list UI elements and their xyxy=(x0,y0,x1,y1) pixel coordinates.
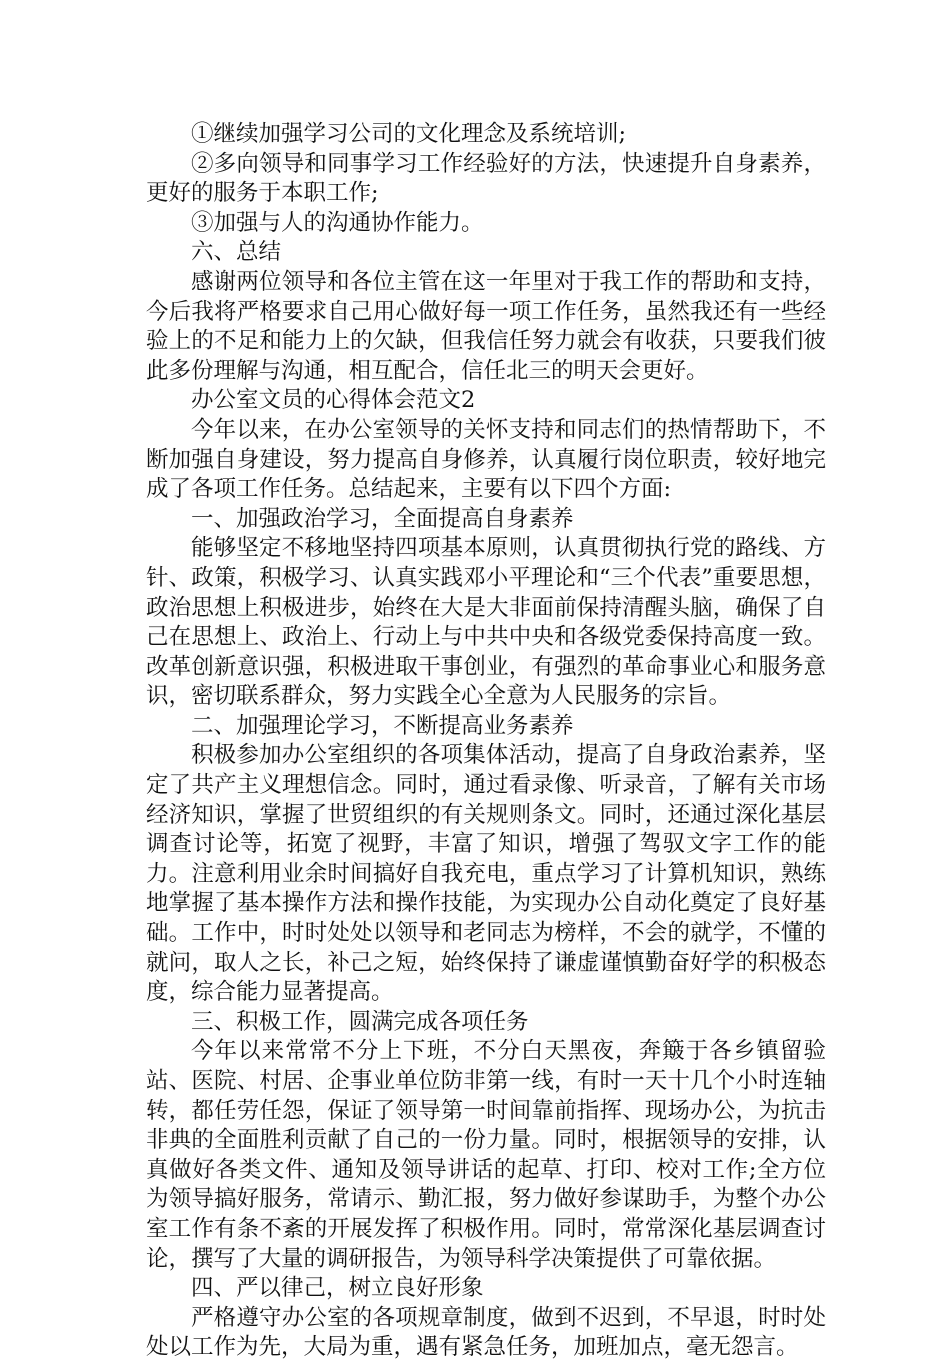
list-item-3: ③加强与人的沟通协作能力。 xyxy=(191,209,484,236)
section-heading-summary: 六、总结 xyxy=(191,239,282,266)
section-3-paragraph: 今年以来常常不分上下班，不分白天黑夜，奔簸于各乡镇留验站、医院、村居、企事业单位防非第一线，有时一天十几个小时连轴转，都任劳任怨，保证了领导第一时间靠前指挥、现场办公，为抗击非典的全面胜利贡献了自己的一份力量。同时，根据领导的安排，认真做好各类文件、通知及领导讲话的起草、打印、校对工作;全方位为领导搞好服务，常请示、勤汇报，努力做好参谋助手，为整个办公室工作有条不紊的开展发挥了积极作用。同时，常常深化基层调查讨论，撰写了大量的调研报告，为领导科学决策提供了可靠依据。 xyxy=(146,1038,826,1272)
section-heading-1: 一、加强政治学习，全面提高自身素养 xyxy=(191,505,574,532)
list-item-1: ①继续加强学习公司的文化理念及系统培训; xyxy=(191,121,627,147)
list-item-2: ②多向领导和同事学习工作经验好的方法，快速提升自身素养，更好的服务于本职工作; xyxy=(146,150,826,207)
section-heading-4: 四、严以律己，树立良好形象 xyxy=(191,1275,484,1302)
essay-title: 办公室文员的心得体会范文2 xyxy=(191,387,476,414)
section-4-paragraph: 严格遵守办公室的各项规章制度，做到不迟到，不早退，时时处处以工作为先，大局为重，遇有紧急任务，加班加点，毫无怨言。 xyxy=(146,1304,826,1361)
document-body xyxy=(146,120,826,1363)
section-1-paragraph: 能够坚定不移地坚持四项基本原则，认真贯彻执行党的路线、方针、政策，积极学习、认真实践邓小平理论和“三个代表”重要思想，政治思想上积极进步，始终在大是大非面前保持清醒头脑，确保了自己在思想上、政治上、行动上与中共中央和各级党委保持高度一致。改革创新意识强，积极进取干事创业，有强烈的革命事业心和服务意识，密切联系群众，努力实践全心全意为人民服务的宗旨。 xyxy=(146,535,826,710)
section-heading-2: 二、加强理论学习，不断提高业务素养 xyxy=(191,712,574,739)
summary-paragraph: 感谢两位领导和各位主管在这一年里对于我工作的帮助和支持，今后我将严格要求自己用心做好每一项工作任务，虽然我还有一些经验上的不足和能力上的欠缺，但我信任努力就会有收获，只要我们彼此多份理解与沟通，相互配合，信任北三的明天会更好。 xyxy=(146,268,826,384)
intro-paragraph: 今年以来，在办公室领导的关怀支持和同志们的热情帮助下，不断加强自身建设，努力提高自身修养，认真履行岗位职责，较好地完成了各项工作任务。总结起来，主要有以下四个方面: xyxy=(146,416,826,503)
section-2-paragraph: 积极参加办公室组织的各项集体活动，提高了自身政治素养，坚定了共产主义理想信念。同时，通过看录像、听录音，了解有关市场经济知识，掌握了世贸组织的有关规则条文。同时，还通过深化基层调查讨论等，拓宽了视野，丰富了知识，增强了驾驭文字工作的能力。注意利用业余时间搞好自我充电，重点学习了计算机知识，熟练地掌握了基本操作方法和操作技能，为实现办公自动化奠定了良好基础。工作中，时时处处以领导和老同志为榜样，不会的就学，不懂的就问，取人之长，补己之短，始终保持了谦虚谨慎勤奋好学的积极态度，综合能力显著提高。 xyxy=(146,742,826,1006)
section-heading-3: 三、积极工作，圆满完成各项任务 xyxy=(191,1008,529,1035)
